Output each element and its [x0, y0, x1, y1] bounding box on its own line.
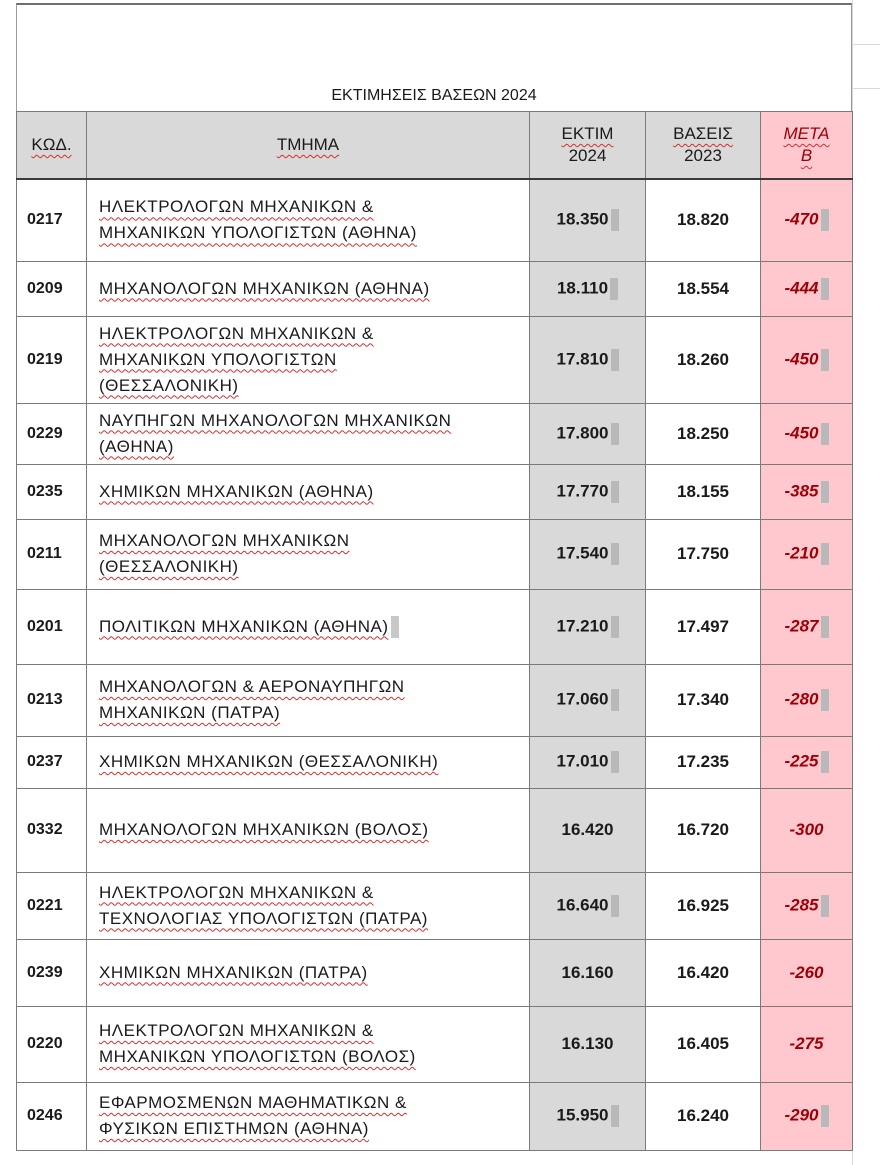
department-line: ΗΛΕΚΤΡΟΛΟΓΩΝ ΜΗΧΑΝΙΚΩΝ &	[99, 1021, 374, 1040]
code-cell[interactable]: 0209	[17, 261, 87, 316]
cell-marker	[821, 751, 829, 773]
estimate-cell[interactable]: 17.060	[530, 664, 646, 736]
department-cell[interactable]	[87, 179, 530, 261]
sheet-gridline	[852, 88, 880, 89]
table-row	[17, 1006, 853, 1082]
department-cell[interactable]	[87, 316, 530, 403]
estimate-cell[interactable]: 17.210	[530, 589, 646, 664]
estimate-cell[interactable]: 17.540	[530, 519, 646, 589]
bases-2023-cell[interactable]: 16.405	[646, 1006, 761, 1082]
code-cell[interactable]: 0246	[17, 1082, 87, 1150]
change-cell[interactable]: -260	[761, 939, 853, 1006]
table-row	[17, 261, 853, 316]
change-cell[interactable]: -287	[761, 589, 853, 664]
department-line: (ΑΘΗΝΑ)	[99, 436, 174, 456]
cell-marker	[821, 616, 829, 638]
code-cell[interactable]: 0239	[17, 939, 87, 1006]
department-line: ΦΥΣΙΚΩΝ ΕΠΙΣΤΗΜΩΝ (ΑΘΗΝΑ)	[99, 1119, 369, 1138]
department-cell[interactable]	[87, 939, 530, 1006]
table-row	[17, 403, 853, 464]
department-line: ΜΗΧΑΝΟΛΟΓΩΝ ΜΗΧΑΝΙΚΩΝ (ΑΘΗΝΑ)	[99, 278, 430, 298]
change-cell[interactable]: -225	[761, 736, 853, 788]
estimate-cell[interactable]: 17.800	[530, 403, 646, 464]
change-cell[interactable]: -450	[761, 316, 853, 403]
bases-2023-cell[interactable]: 16.420	[646, 939, 761, 1006]
department-line: ΜΗΧΑΝΟΛΟΓΩΝ ΜΗΧΑΝΙΚΩΝ	[99, 531, 350, 550]
cell-marker	[611, 543, 619, 565]
department-line: ΗΛΕΚΤΡΟΛΟΓΩΝ ΜΗΧΑΝΙΚΩΝ &	[99, 323, 374, 343]
header-bases[interactable]: ΒΑΣΕΙΣ 2023	[646, 112, 761, 180]
department-line: ΧΗΜΙΚΩΝ ΜΗΧΑΝΙΚΩΝ (ΑΘΗΝΑ)	[99, 481, 374, 501]
header-change[interactable]: ΜΕΤΑ Β	[761, 112, 853, 180]
department-cell[interactable]	[87, 664, 530, 736]
department-line: ΜΗΧΑΝΙΚΩΝ ΥΠΟΛΟΓΙΣΤΩΝ (ΒΟΛΟΣ)	[99, 1047, 416, 1066]
department-cell[interactable]	[87, 788, 530, 872]
bases-2023-cell[interactable]: 17.235	[646, 736, 761, 788]
change-cell[interactable]: -280	[761, 664, 853, 736]
code-cell[interactable]: 0229	[17, 403, 87, 464]
bases-2023-cell[interactable]: 17.340	[646, 664, 761, 736]
department-line: ΕΦΑΡΜΟΣΜΕΝΩΝ ΜΑΘΗΜΑΤΙΚΩΝ &	[99, 1093, 407, 1112]
bases-2023-cell[interactable]: 18.155	[646, 464, 761, 519]
table-row	[17, 788, 853, 872]
code-cell[interactable]: 0221	[17, 872, 87, 939]
change-cell[interactable]: -285	[761, 872, 853, 939]
department-line: ΜΗΧΑΝΙΚΩΝ ΥΠΟΛΟΓΙΣΤΩΝ	[99, 349, 337, 369]
bases-2023-cell[interactable]: 17.750	[646, 519, 761, 589]
code-cell[interactable]: 0237	[17, 736, 87, 788]
cell-marker	[821, 1105, 829, 1127]
estimate-cell[interactable]: 16.130	[530, 1006, 646, 1082]
bases-2023-cell[interactable]: 17.497	[646, 589, 761, 664]
bases-2023-cell[interactable]: 18.250	[646, 403, 761, 464]
estimate-cell[interactable]: 15.950	[530, 1082, 646, 1150]
cell-marker	[611, 209, 619, 231]
department-line: ΝΑΥΠΗΓΩΝ ΜΗΧΑΝΟΛΟΓΩΝ ΜΗΧΑΝΙΚΩΝ	[99, 410, 452, 430]
bases-2023-cell[interactable]: 16.925	[646, 872, 761, 939]
table-title: ΕΚΤΙΜΗΣΕΙΣ ΒΑΣΕΩΝ 2024	[331, 87, 537, 104]
cell-marker	[611, 689, 619, 711]
cell-marker	[821, 481, 829, 503]
department-line: ΜΗΧΑΝΙΚΩΝ (ΠΑΤΡΑ)	[99, 703, 281, 722]
department-line: ΗΛΕΚΤΡΟΛΟΓΩΝ ΜΗΧΑΝΙΚΩΝ &	[99, 197, 374, 217]
department-cell[interactable]	[87, 464, 530, 519]
code-cell[interactable]: 0219	[17, 316, 87, 403]
sheet-gridline	[852, 44, 880, 45]
cell-marker	[611, 1105, 619, 1127]
cell-marker	[610, 278, 618, 300]
header-row	[17, 112, 853, 180]
cell-marker	[821, 349, 829, 371]
code-cell[interactable]: 0213	[17, 664, 87, 736]
department-line: ΗΛΕΚΤΡΟΛΟΓΩΝ ΜΗΧΑΝΙΚΩΝ &	[99, 882, 374, 902]
department-line: (ΘΕΣΣΑΛΟΝΙΚΗ)	[99, 557, 239, 576]
code-cell[interactable]: 0201	[17, 589, 87, 664]
change-cell[interactable]: -300	[761, 788, 853, 872]
department-line: ΠΟΛΙΤΙΚΩΝ ΜΗΧΑΝΙΚΩΝ (ΑΘΗΝΑ)	[99, 616, 389, 636]
estimates-table	[16, 111, 853, 1151]
department-cell[interactable]	[87, 872, 530, 939]
change-cell[interactable]: -210	[761, 519, 853, 589]
department-cell[interactable]	[87, 736, 530, 788]
table-row	[17, 939, 853, 1006]
department-cell[interactable]	[87, 589, 530, 664]
department-cell[interactable]	[87, 1006, 530, 1082]
department-line: ΧΗΜΙΚΩΝ ΜΗΧΑΝΙΚΩΝ (ΘΕΣΣΑΛΟΝΙΚΗ)	[99, 752, 439, 771]
change-cell[interactable]: -385	[761, 464, 853, 519]
department-cell[interactable]	[87, 403, 530, 464]
spreadsheet	[16, 3, 852, 1151]
table-row	[17, 179, 853, 261]
bases-2023-cell[interactable]: 16.240	[646, 1082, 761, 1150]
code-cell[interactable]: 0217	[17, 179, 87, 261]
cell-marker	[821, 895, 829, 917]
bases-2023-cell[interactable]: 18.554	[646, 261, 761, 316]
department-line: ΜΗΧΑΝΟΛΟΓΩΝ & ΑΕΡΟΝΑΥΠΗΓΩΝ	[99, 677, 405, 696]
department-cell[interactable]	[87, 1082, 530, 1150]
cell-marker	[611, 349, 619, 371]
table-row	[17, 519, 853, 589]
table-row	[17, 664, 853, 736]
table-row	[17, 464, 853, 519]
estimate-cell[interactable]: 18.110	[530, 261, 646, 316]
department-line: ΜΗΧΑΝΟΛΟΓΩΝ ΜΗΧΑΝΙΚΩΝ (ΒΟΛΟΣ)	[99, 820, 429, 839]
cell-marker	[611, 616, 619, 638]
bases-2023-cell[interactable]: 16.720	[646, 788, 761, 872]
header-estimate[interactable]: ΕΚΤΙΜ 2024	[530, 112, 646, 180]
estimate-cell[interactable]: 17.810	[530, 316, 646, 403]
estimate-cell[interactable]: 17.010	[530, 736, 646, 788]
department-line: ΜΗΧΑΝΙΚΩΝ ΥΠΟΛΟΓΙΣΤΩΝ (ΑΘΗΝΑ)	[99, 223, 417, 243]
department-line: ΧΗΜΙΚΩΝ ΜΗΧΑΝΙΚΩΝ (ΠΑΤΡΑ)	[99, 962, 368, 982]
cell-marker	[611, 481, 619, 503]
change-cell[interactable]: -450	[761, 403, 853, 464]
department-cell[interactable]	[87, 261, 530, 316]
cell-marker	[821, 278, 829, 300]
estimate-cell[interactable]: 17.770	[530, 464, 646, 519]
department-line: ΤΕΧΝΟΛΟΓΙΑΣ ΥΠΟΛΟΓΙΣΤΩΝ (ΠΑΤΡΑ)	[99, 908, 428, 928]
cell-marker	[391, 616, 399, 638]
table-row	[17, 736, 853, 788]
table-row	[17, 1082, 853, 1150]
estimate-cell[interactable]: 16.640	[530, 872, 646, 939]
table-row	[17, 316, 853, 403]
cell-marker	[821, 689, 829, 711]
cell-marker	[611, 751, 619, 773]
code-cell[interactable]: 0332	[17, 788, 87, 872]
estimate-cell[interactable]: 16.420	[530, 788, 646, 872]
change-cell[interactable]: -444	[761, 261, 853, 316]
department-line: (ΘΕΣΣΑΛΟΝΙΚΗ)	[99, 375, 239, 395]
change-cell[interactable]: -470	[761, 179, 853, 261]
code-cell[interactable]: 0220	[17, 1006, 87, 1082]
cell-marker	[611, 423, 619, 445]
table-row	[17, 872, 853, 939]
cell-marker	[821, 209, 829, 231]
bases-2023-cell[interactable]: 18.820	[646, 179, 761, 261]
department-cell[interactable]	[87, 519, 530, 589]
code-cell[interactable]: 0235	[17, 464, 87, 519]
title-cell[interactable]	[16, 3, 852, 111]
cell-marker	[821, 543, 829, 565]
estimate-cell[interactable]: 16.160	[530, 939, 646, 1006]
cell-marker	[821, 423, 829, 445]
header-code[interactable]: ΚΩΔ.	[17, 112, 87, 180]
table-row	[17, 589, 853, 664]
change-cell[interactable]: -275	[761, 1006, 853, 1082]
cell-marker	[611, 895, 619, 917]
estimate-cell[interactable]: 18.350	[530, 179, 646, 261]
bases-2023-cell[interactable]: 18.260	[646, 316, 761, 403]
change-cell[interactable]: -290	[761, 1082, 853, 1150]
header-department[interactable]: ΤΜΗΜΑ	[87, 112, 530, 180]
code-cell[interactable]: 0211	[17, 519, 87, 589]
